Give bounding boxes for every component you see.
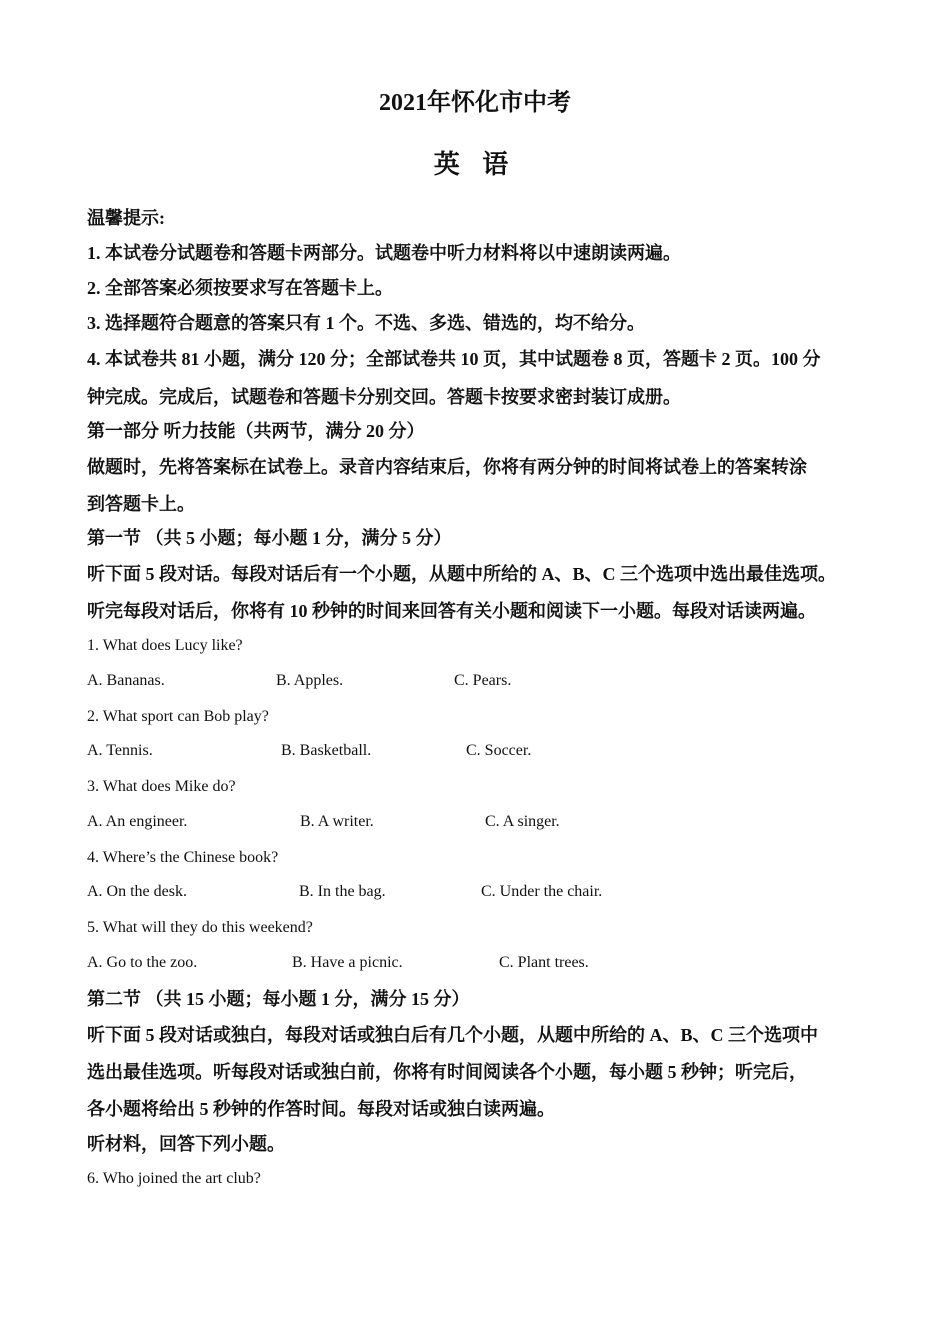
option-b: B. In the bag.	[299, 883, 386, 900]
notice-item: 钟完成。完成后，试题卷和答题卡分别交回。答题卡按要求密封装订成册。	[87, 387, 681, 407]
exam-title: 2021年怀化市中考	[379, 90, 571, 116]
option-a: A. On the desk.	[87, 883, 187, 900]
section2-instruction: 各小题将给出 5 秒钟的作答时间。每段对话或独白读两遍。	[87, 1099, 555, 1119]
option-a: A. Bananas.	[87, 672, 165, 689]
part1-heading: 第一部分 听力技能（共两节，满分 20 分）	[87, 421, 425, 441]
section1-instruction: 听完每段对话后，你将有 10 秒钟的时间来回答有关小题和阅读下一小题。每段对话读两遍。	[87, 601, 816, 621]
notice-item: 1. 本试卷分试题卷和答题卡两部分。试题卷中听力材料将以中速朗读两遍。	[87, 243, 681, 263]
option-b: B. A writer.	[300, 813, 374, 830]
part1-instruction: 到答题卡上。	[87, 494, 195, 514]
question-1: 1. What does Lucy like?	[87, 637, 243, 654]
option-b: B. Basketball.	[281, 742, 372, 759]
option-a: A. Tennis.	[87, 742, 153, 759]
option-c: C. Soccer.	[466, 742, 532, 759]
option-c: C. Pears.	[454, 672, 512, 689]
question-6: 6. Who joined the art club?	[87, 1170, 261, 1187]
question-4: 4. Where’s the Chinese book?	[87, 849, 279, 866]
option-c: C. A singer.	[485, 813, 560, 830]
notice-item: 4. 本试卷共 81 小题，满分 120 分；全部试卷共 10 页，其中试题卷 8 页，答题卡 2 页。100 分	[87, 349, 821, 369]
section2-instruction: 选出最佳选项。听每段对话或独白前，你将有时间阅读各个小题，每小题 5 秒钟；听完后，	[87, 1062, 807, 1082]
option-c: C. Plant trees.	[499, 954, 589, 971]
notice-label: 温馨提示:	[87, 208, 165, 228]
section2-instruction: 听下面 5 段对话或独白，每段对话或独白后有几个小题，从题中所给的 A、B、C 三个选项中	[87, 1025, 818, 1045]
question-2: 2. What sport can Bob play?	[87, 708, 269, 725]
option-a: A. An engineer.	[87, 813, 188, 830]
subject-title: 英 语	[433, 150, 517, 179]
notice-item: 2. 全部答案必须按要求写在答题卡上。	[87, 278, 393, 298]
section1-heading: 第一节 （共 5 小题；每小题 1 分，满分 5 分）	[87, 528, 452, 548]
section2-heading: 第二节 （共 15 小题；每小题 1 分，满分 15 分）	[87, 989, 470, 1009]
notice-item: 3. 选择题符合题意的答案只有 1 个。不选、多选、错选的，均不给分。	[87, 313, 645, 333]
section1-instruction: 听下面 5 段对话。每段对话后有一个小题，从题中所给的 A、B、C 三个选项中选出最佳选项。	[87, 564, 836, 584]
question-3: 3. What does Mike do?	[87, 778, 236, 795]
option-b: B. Have a picnic.	[292, 954, 403, 971]
option-c: C. Under the chair.	[481, 883, 603, 900]
question-5: 5. What will they do this weekend?	[87, 919, 313, 936]
option-b: B. Apples.	[276, 672, 344, 689]
section2-sub-instruction: 听材料，回答下列小题。	[87, 1134, 285, 1154]
part1-instruction: 做题时，先将答案标在试卷上。录音内容结束后，你将有两分钟的时间将试卷上的答案转涂	[87, 457, 807, 477]
option-a: A. Go to the zoo.	[87, 954, 198, 971]
